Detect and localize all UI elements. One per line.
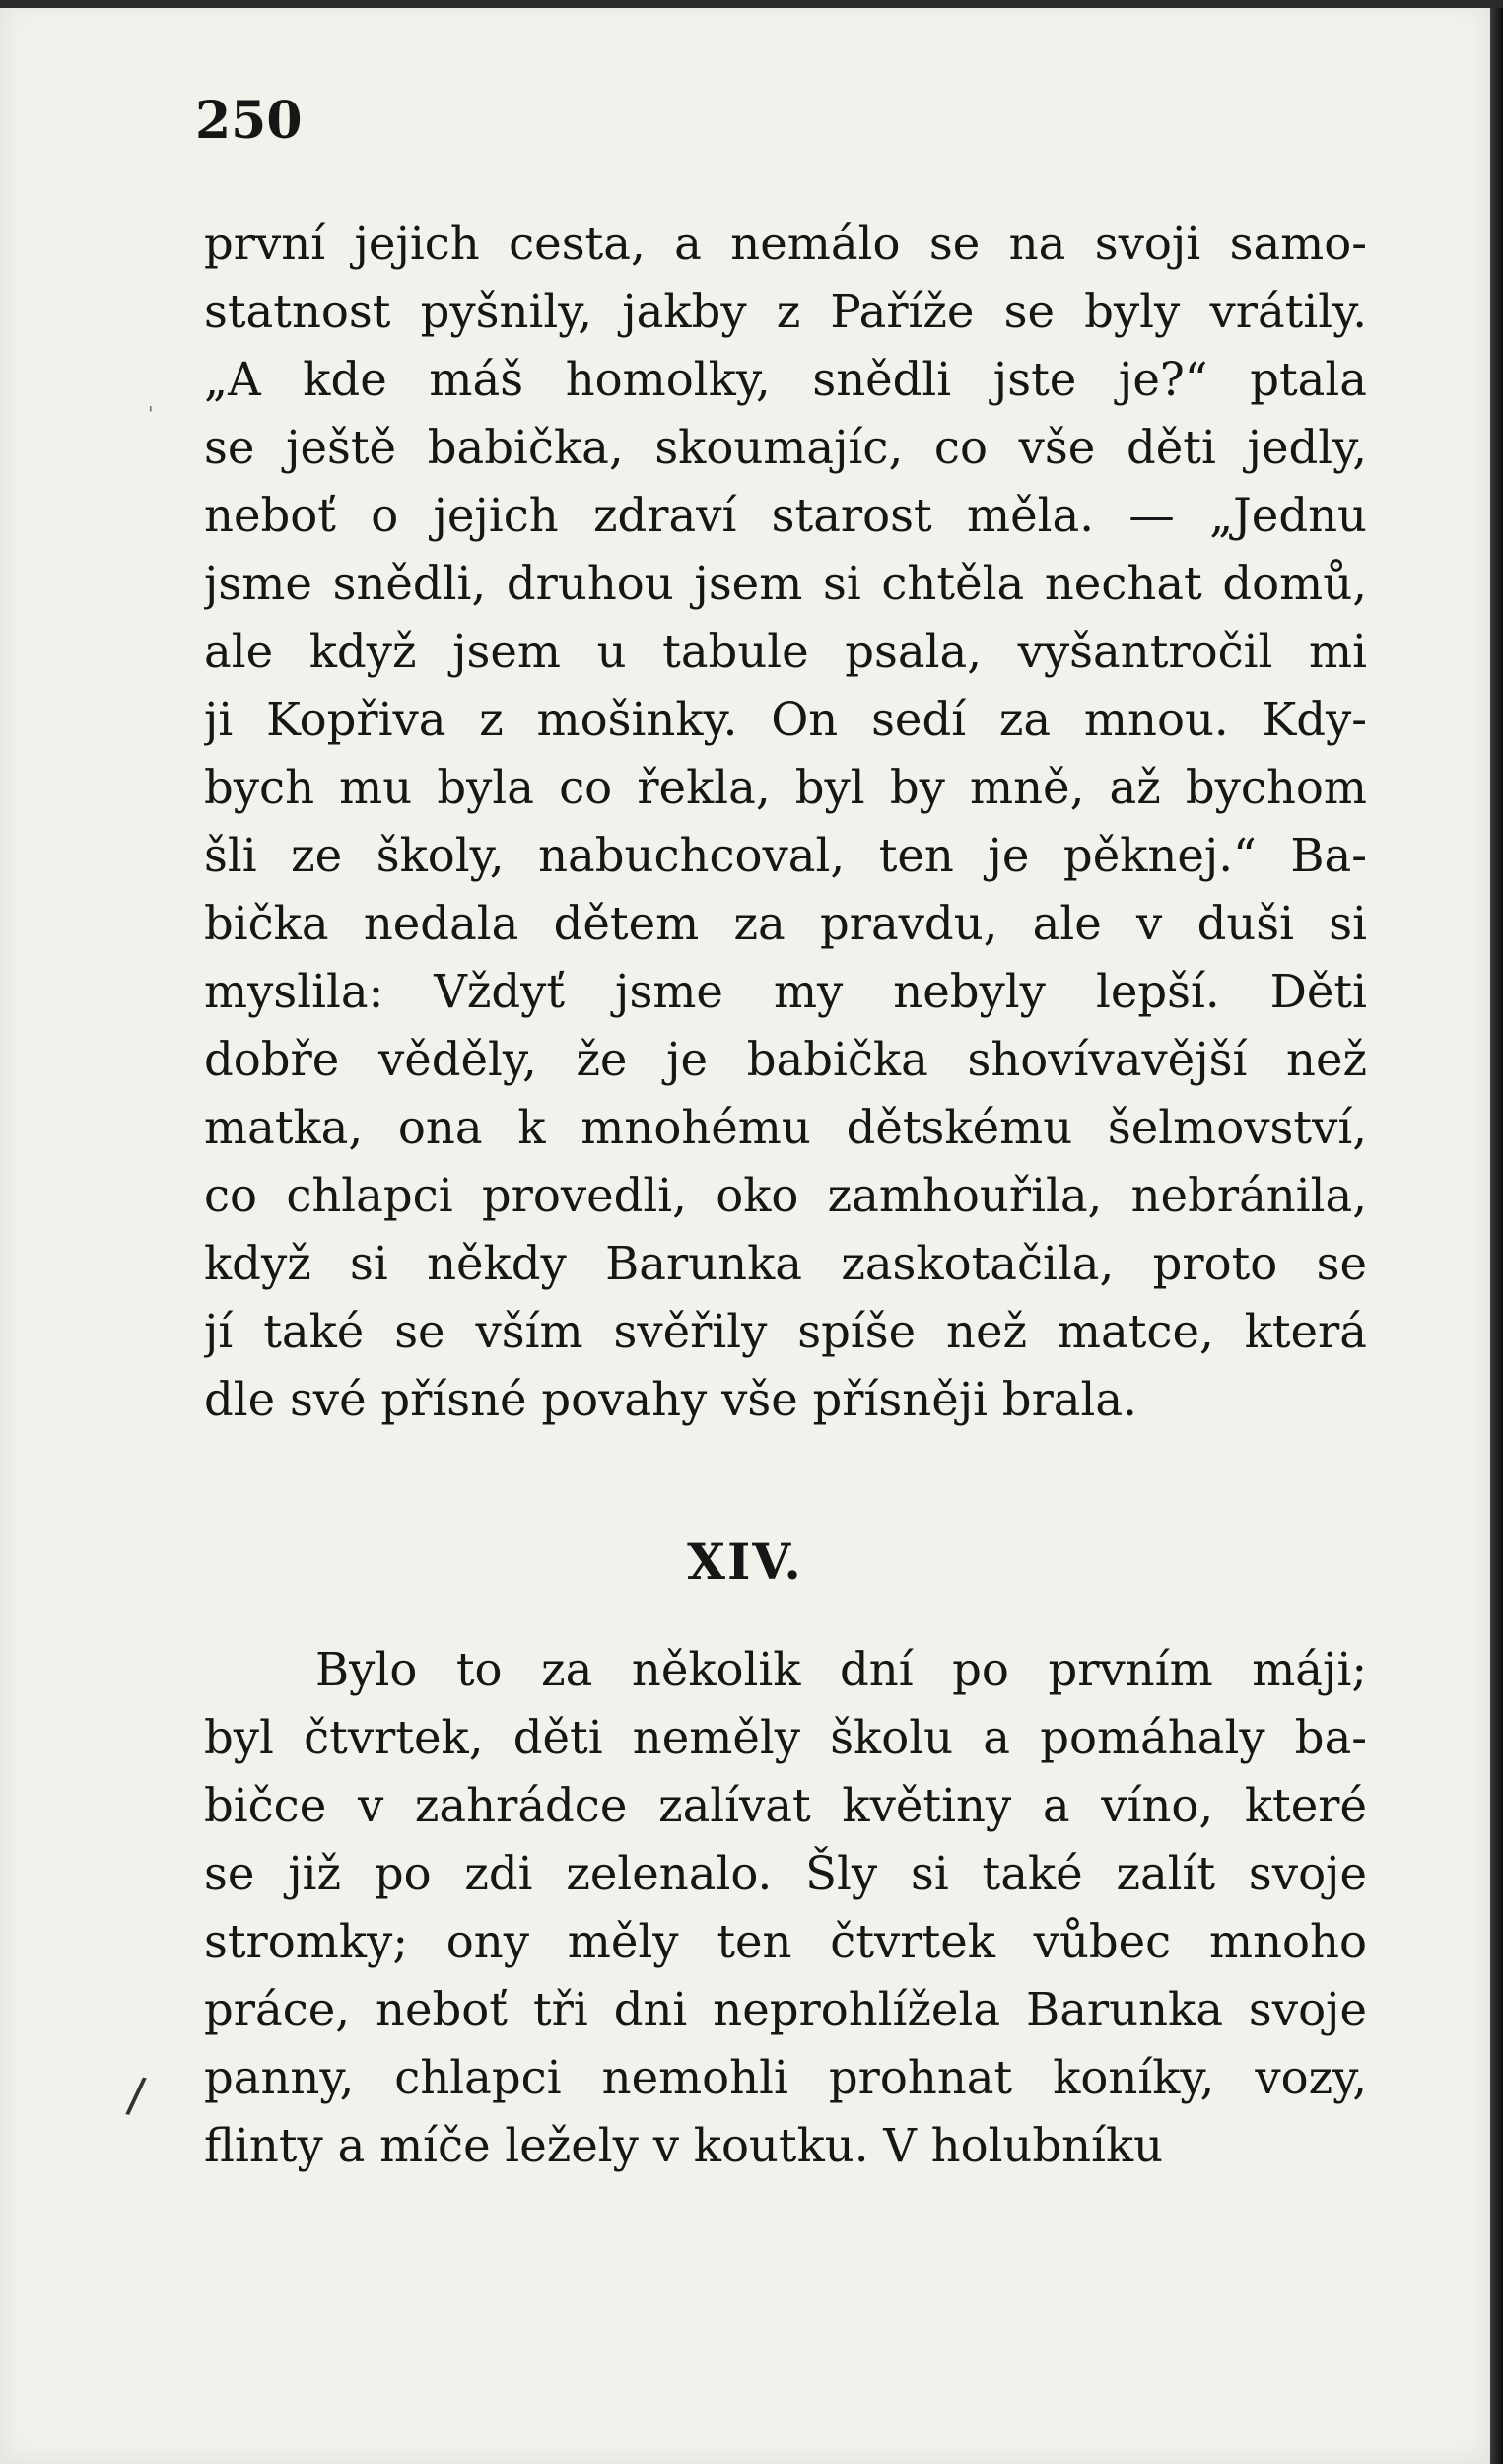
text-line: práce, neboť tři dni neprohlížela Barunka svoje [204, 1983, 1367, 2036]
text-line: bičce v zahrádce zalívat květiny a víno, které [204, 1779, 1367, 1832]
text-line: myslila: Vždyť jsme my nebyly lepší. Děti [204, 965, 1367, 1018]
paragraph-1 [204, 210, 1367, 1434]
page-top-edge [0, 0, 1503, 8]
text-line: dobře věděly, že je babička shovívavější než [204, 1033, 1367, 1086]
text-line: ji Kopřiva z mošinky. On sedí za mnou. Kdy- [204, 693, 1367, 746]
text-line: byl čtvrtek, děti neměly školu a pomáhaly ba- [204, 1711, 1367, 1764]
text-line: stromky; ony měly ten čtvrtek vůbec mnoho [204, 1915, 1367, 1968]
text-line: jí také se vším svěřily spíše než matce, která [204, 1305, 1367, 1358]
text-line: se již po zdi zelenalo. Šly si také zalít svoje [204, 1847, 1367, 1900]
text-line: jsme snědli, druhou jsem si chtěla nechat domů, [204, 557, 1367, 610]
text-line: Bylo to za několik dní po prvním máji; [315, 1643, 1367, 1696]
margin-pencil-mark: / [124, 2067, 148, 2124]
text-line: „A kde máš homolky, snědli jste je?“ ptala [204, 353, 1367, 406]
paragraph-2 [204, 1636, 1367, 2180]
margin-dot-mark: ' [148, 402, 154, 426]
text-line: neboť o jejich zdraví starost měla. — „Jednu [204, 489, 1367, 542]
text-line: co chlapci provedli, oko zamhouřila, nebránila, [204, 1169, 1367, 1222]
text-line: šli ze školy, nabuchcoval, ten je pěknej.“ Ba- [204, 829, 1367, 882]
text-line: bych mu byla co řekla, byl by mně, až bychom [204, 761, 1367, 814]
text-line: panny, chlapci nemohli prohnat koníky, vozy, [204, 2051, 1367, 2104]
text-line: statnost pyšnily, jakby z Paříže se byly vrátily. [204, 285, 1367, 338]
text-line: matka, ona k mnohému dětskému šelmovství, [204, 1101, 1367, 1154]
chapter-heading: XIV. [687, 1533, 803, 1591]
text-line: když si někdy Barunka zaskotačila, proto se [204, 1237, 1367, 1290]
text-line: se ještě babička, skoumajíc, co vše děti jedly, [204, 421, 1367, 474]
text-line: dle své přísné povahy vše přísněji brala. [204, 1373, 1137, 1426]
page-number: 250 [195, 91, 303, 151]
text-line: bička nedala dětem za pravdu, ale v duši si [204, 897, 1367, 950]
text-line: první jejich cesta, a nemálo se na svoji samo- [204, 217, 1367, 270]
text-line: flinty a míče ležely v koutku. V holubníku [204, 2119, 1164, 2172]
page-edge-shadow [1490, 0, 1503, 2464]
text-line: ale když jsem u tabule psala, vyšantročil mi [204, 625, 1367, 678]
